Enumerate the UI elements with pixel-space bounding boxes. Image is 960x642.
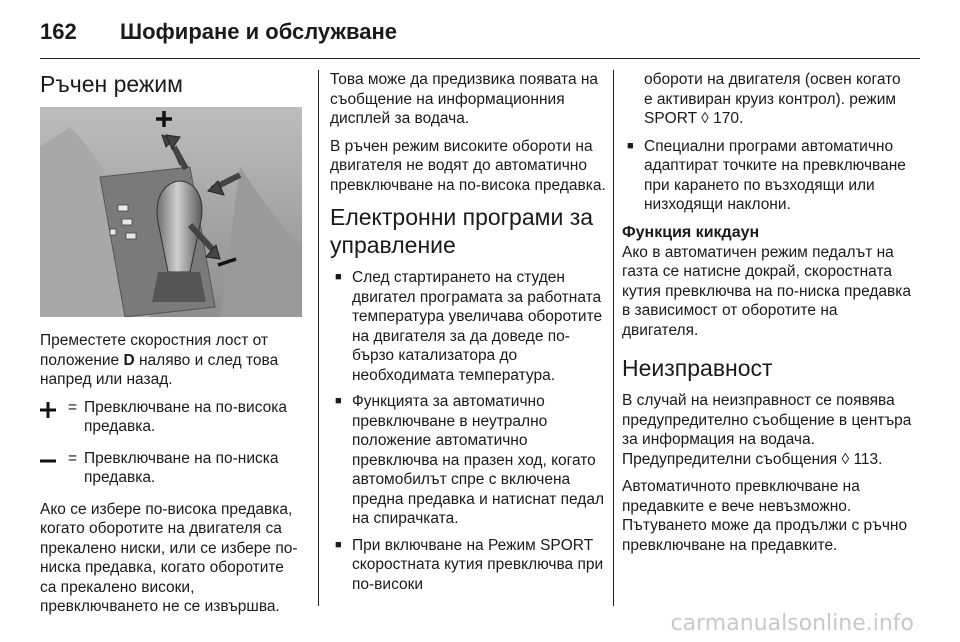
body-paragraph: Ако в автоматичен режим педалът на газта се натисне докрай, скоростната кутия превключва на по-ниска предавка в зависимост от оборотите на двигателя. bbox=[622, 243, 911, 339]
list-item: ■ Специални програми автоматично адаптират точките на превключване при карането по възходящи или низходящи наклони. bbox=[622, 137, 912, 215]
bullet-list-continued bbox=[622, 70, 912, 129]
page-number: 162 bbox=[40, 19, 77, 44]
body-paragraph: Ако се избере по-висока предавка, когато оборотите на двигателя са прекалено ниски, или се избере по-ниска предавка, когато оборотите са прекалено високи, превключването не се извършва. bbox=[40, 500, 298, 615]
body-paragraph: В ръчен режим високите обороти на двигателя не водят до автоматично превключване на по-висока предавка. bbox=[330, 137, 606, 194]
header-rule bbox=[40, 58, 920, 59]
list-item: ■ При включване на Режим SPORT скоростната кутия превключва при по-високи bbox=[330, 536, 606, 595]
list-item: ■ Функцията за автоматично превключване в неутрално положение автоматично превключва на празен ход, когато автомобилът спре с включена предна предавка и натиснат педал на спирачката. bbox=[330, 392, 606, 529]
column-3 bbox=[622, 70, 912, 563]
plus-icon bbox=[40, 398, 68, 437]
body-paragraph: В случай на неизправност се появява предупредително съобщение в центъра за информация на водача. Предупредителни съобщения ◊ 113. bbox=[622, 392, 912, 468]
bullet-list bbox=[330, 268, 606, 594]
plus-definition: = Превключване на по-висока предавка. bbox=[40, 398, 302, 437]
page-header bbox=[40, 12, 397, 52]
minus-definition: = Превключване на по-ниска предавка. bbox=[40, 449, 302, 488]
list-item: ■ След стартирането на студен двигател програмата за работната температура увеличава оборотите на двигателя за да доведе по-бързо катализатора до необходимата температура. bbox=[330, 268, 606, 385]
section-heading-electronic-programs: Електронни програми за управление bbox=[330, 204, 594, 258]
column-2 bbox=[330, 70, 606, 602]
column-divider-1 bbox=[318, 70, 319, 606]
column-divider-2 bbox=[613, 70, 614, 606]
body-paragraph: Това може да предизвика появата на съобщение на информационния дисплей за водача. bbox=[330, 71, 599, 127]
intro-paragraph: Преместете скоростния лост от положение D наляво и след това напред или назад. bbox=[40, 332, 279, 388]
minus-icon bbox=[40, 449, 68, 488]
body-paragraph: Автоматичното превключване на предавките е вече невъзможно. Пътуването може да продължи с ръчно превключване на предавките. bbox=[622, 478, 908, 554]
section-heading-fault: Неизправност bbox=[622, 355, 773, 381]
running-title: Шофиране и обслужване bbox=[120, 19, 398, 44]
section-heading-manual-mode: Ръчен режим bbox=[40, 71, 183, 97]
watermark: carmanualsonline.info bbox=[670, 611, 914, 636]
gear-position-d: D bbox=[123, 351, 135, 369]
bullet-list bbox=[622, 137, 912, 215]
list-item: обороти на двигателя (освен когато е активиран круиз контрол). режим SPORT ◊ 170. bbox=[644, 71, 901, 127]
column-1 bbox=[40, 70, 302, 625]
subheading-kickdown: Функция кикдаун bbox=[622, 223, 760, 241]
gear-lever-illustration bbox=[40, 107, 302, 317]
